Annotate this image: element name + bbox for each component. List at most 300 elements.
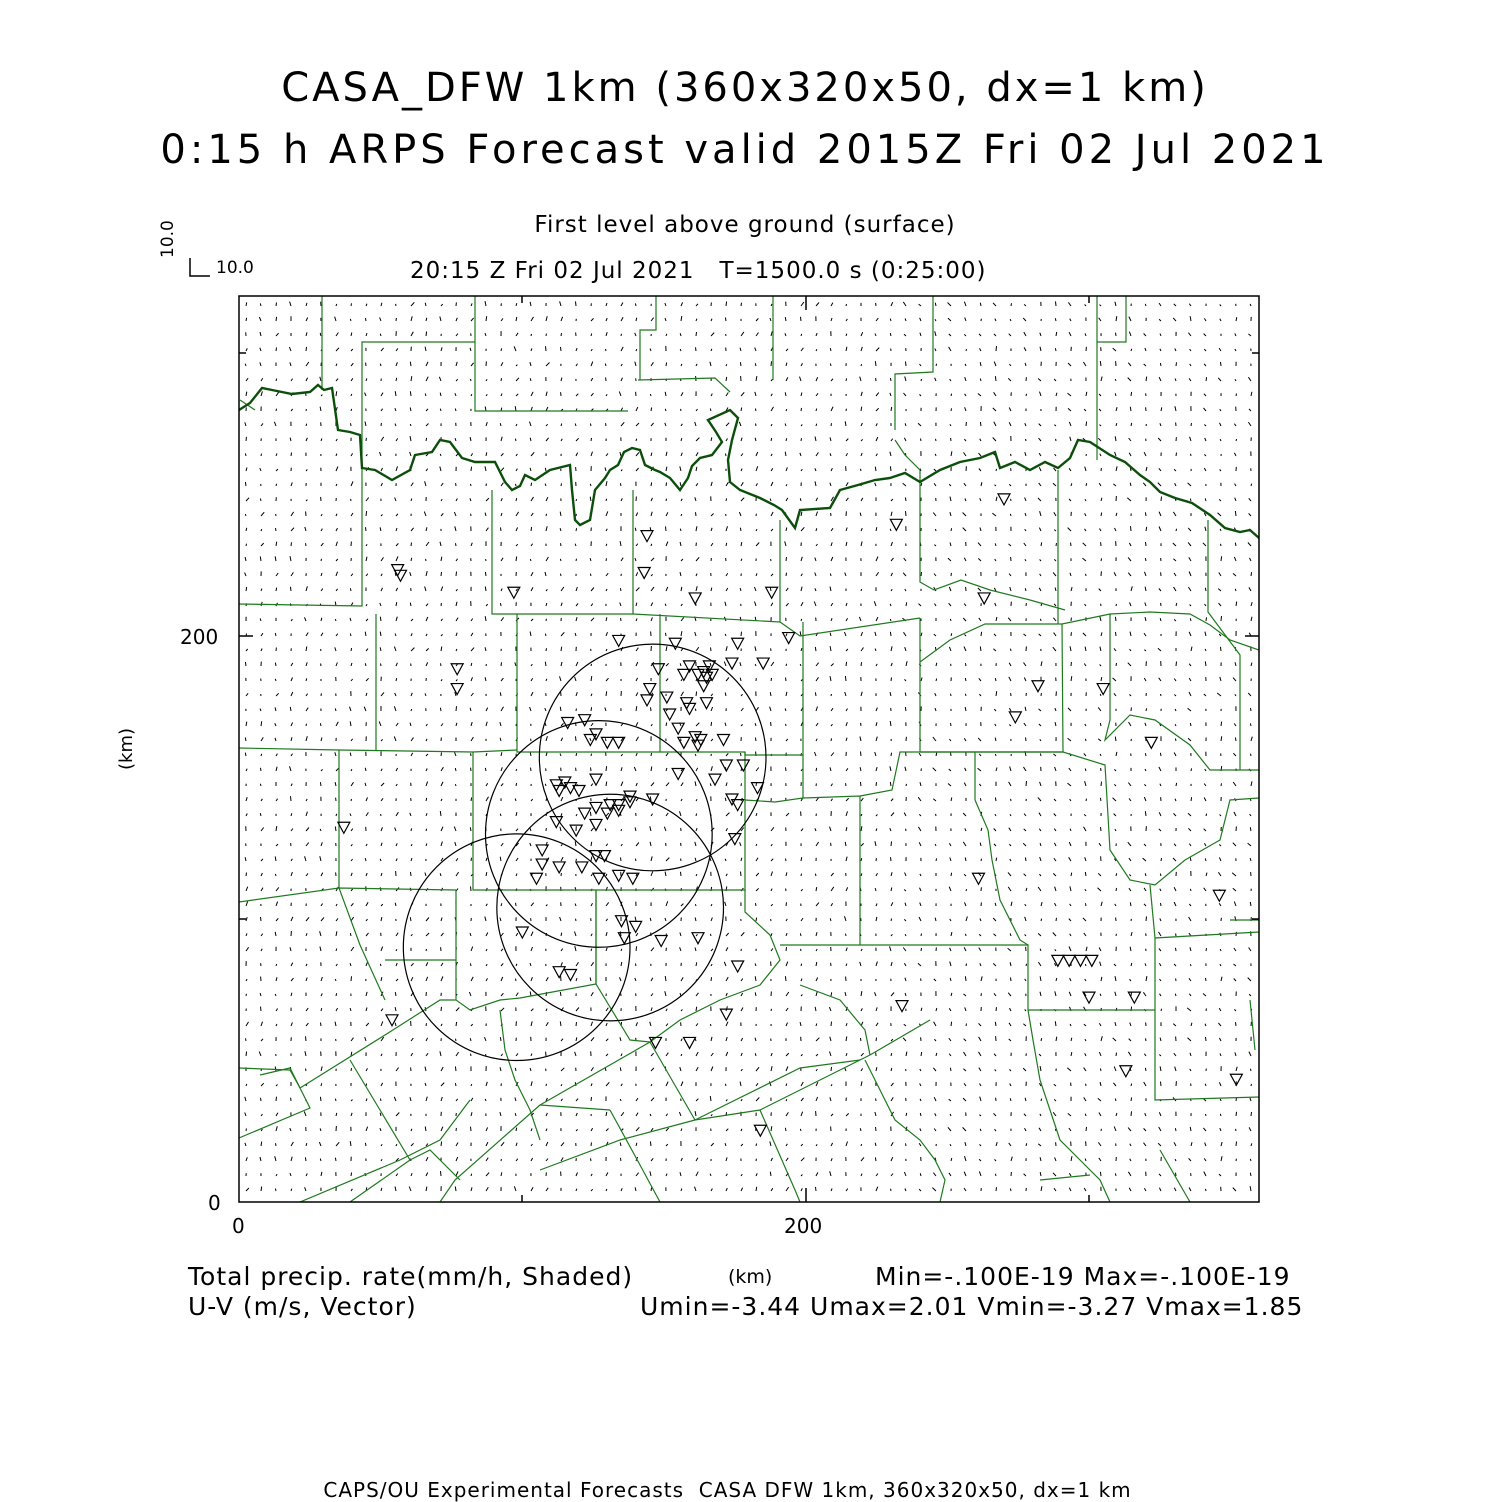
wind-vector (891, 841, 892, 846)
wind-vector (291, 409, 293, 411)
wind-vector (576, 736, 577, 741)
wind-vector (336, 467, 338, 471)
wind-vector (606, 1189, 607, 1191)
wind-vector (830, 453, 831, 456)
wind-vector (395, 903, 396, 906)
wind-vector (725, 723, 726, 726)
wind-vector (306, 917, 309, 921)
wind-vector (860, 767, 861, 771)
wind-vector (801, 979, 802, 981)
wind-vector (516, 454, 517, 456)
wind-vector (636, 1098, 638, 1101)
wind-vector (485, 768, 486, 771)
wind-vector (876, 1174, 878, 1177)
wind-vector (395, 1187, 396, 1192)
wind-vector (560, 754, 561, 757)
wind-vector (560, 528, 561, 531)
wind-vector (1128, 663, 1131, 666)
wind-vector (485, 677, 486, 681)
wind-vector (950, 424, 951, 426)
wind-vector (531, 452, 534, 456)
wind-vector (351, 663, 352, 666)
wind-vector (1174, 1053, 1176, 1056)
wind-vector (935, 918, 936, 921)
wind-vector (740, 842, 741, 846)
wind-vector (501, 437, 502, 441)
wind-vector (1250, 1186, 1251, 1191)
wind-vector (755, 1053, 756, 1056)
wind-vector (905, 978, 906, 981)
wind-vector (801, 469, 802, 471)
wind-vector (590, 812, 591, 816)
vector-legend-y: 10.0 (160, 220, 177, 258)
wind-vector (651, 767, 652, 772)
wind-vector (1174, 1188, 1176, 1191)
wind-vector (576, 587, 577, 591)
wind-vector (561, 333, 562, 336)
wind-vector (605, 468, 606, 472)
wind-vector (801, 302, 804, 306)
wind-vector (651, 783, 654, 787)
wind-vector (1175, 799, 1176, 801)
wind-vector (846, 738, 847, 741)
wind-vector (1144, 1082, 1146, 1086)
wind-vector (978, 588, 981, 591)
wind-vector (993, 649, 996, 651)
wind-vector (1218, 1023, 1221, 1026)
wind-vector (741, 469, 742, 471)
wind-vector (1173, 318, 1176, 321)
wind-vector (561, 317, 563, 321)
wind-vector (531, 903, 534, 906)
wind-vector (1024, 634, 1027, 636)
wind-vector (1235, 349, 1236, 351)
wind-vector (1161, 903, 1162, 906)
wind-vector (261, 768, 262, 771)
wind-vector (771, 948, 773, 951)
wind-vector (711, 722, 712, 726)
wind-vector (905, 707, 906, 711)
wind-vector (934, 483, 936, 486)
wind-vector (1145, 723, 1146, 726)
wind-vector (1191, 768, 1192, 771)
wind-vector (1235, 737, 1236, 741)
wind-vector (831, 784, 833, 786)
wind-vector (470, 933, 471, 936)
wind-vector (456, 1099, 458, 1101)
wind-vector (695, 904, 696, 906)
wind-vector (471, 318, 474, 321)
wind-vector (846, 482, 848, 486)
wind-vector (396, 1039, 397, 1041)
wind-vector (921, 948, 922, 951)
wind-vector (1115, 436, 1116, 441)
wind-vector (831, 407, 833, 411)
wind-vector (306, 362, 309, 366)
wind-vector (951, 723, 952, 726)
wind-vector (786, 409, 787, 411)
wind-vector (681, 364, 682, 366)
wind-vector (606, 948, 607, 951)
wind-vector (501, 1008, 504, 1011)
wind-vector (696, 828, 697, 831)
wind-vector (1190, 723, 1191, 726)
wind-vector (290, 1173, 291, 1176)
wind-vector (291, 678, 293, 682)
station-marker (590, 802, 602, 813)
wind-vector (918, 797, 921, 801)
wind-vector (681, 1054, 682, 1056)
wind-vector (800, 933, 801, 936)
wind-vector (861, 332, 863, 336)
wind-vector (1101, 827, 1102, 831)
wind-vector (1084, 753, 1086, 756)
wind-vector (918, 827, 921, 831)
wind-vector (995, 376, 996, 381)
wind-vector (1025, 1009, 1026, 1011)
wind-vector (1159, 319, 1161, 321)
wind-vector (260, 993, 261, 996)
wind-vector (876, 767, 877, 771)
wind-vector (935, 1113, 936, 1116)
wind-vector (771, 872, 773, 877)
wind-vector (696, 1052, 698, 1056)
wind-vector (321, 438, 322, 441)
wind-vector (454, 512, 456, 516)
wind-vector (979, 1159, 981, 1161)
wind-vector (1114, 964, 1116, 966)
wind-vector (246, 544, 247, 546)
wind-vector (291, 572, 293, 576)
wind-vector (978, 558, 981, 561)
wind-vector (305, 527, 306, 531)
wind-vector (1040, 1157, 1041, 1161)
wind-vector (815, 692, 816, 696)
wind-vector (771, 889, 772, 891)
wind-vector (1025, 1128, 1027, 1131)
wind-vector (441, 634, 443, 636)
wind-vector (651, 617, 652, 621)
wind-vector (934, 1097, 936, 1101)
wind-vector (606, 318, 607, 321)
wind-vector (830, 1052, 832, 1057)
wind-vector (726, 377, 727, 381)
wind-vector (651, 872, 653, 877)
wind-vector (801, 334, 802, 336)
wind-vector (621, 1112, 624, 1116)
wind-vector (276, 1024, 277, 1026)
wind-vector (336, 904, 337, 906)
wind-vector (351, 947, 354, 951)
wind-vector (425, 481, 426, 486)
wind-vector (636, 618, 637, 621)
wind-vector (1206, 1189, 1207, 1191)
wind-vector (321, 589, 323, 591)
wind-vector (1100, 454, 1101, 456)
wind-vector (591, 828, 594, 831)
wind-vector (350, 721, 351, 726)
wind-vector (1159, 767, 1161, 771)
wind-vector (696, 692, 697, 697)
wind-vector (861, 589, 862, 591)
wind-vector (366, 902, 368, 906)
wind-vector (1129, 722, 1132, 726)
wind-vector (576, 301, 577, 306)
wind-vector (411, 332, 413, 336)
wind-vector (755, 963, 756, 966)
wind-vector (260, 332, 261, 336)
wind-vector (351, 782, 354, 786)
wind-vector (516, 512, 519, 516)
wind-vector (876, 708, 877, 711)
wind-vector (1024, 767, 1027, 771)
wind-vector (846, 827, 847, 831)
wind-vector (1176, 603, 1177, 606)
wind-vector (245, 482, 246, 486)
wind-vector (1204, 1172, 1206, 1176)
wind-vector (934, 469, 936, 471)
wind-vector (501, 977, 503, 981)
wind-vector (1233, 782, 1236, 786)
wind-vector (486, 783, 488, 786)
wind-vector (666, 499, 667, 501)
wind-vector (786, 992, 789, 996)
wind-vector (1158, 483, 1161, 486)
wind-vector (1173, 512, 1176, 516)
wind-vector (800, 453, 801, 456)
wind-vector (381, 873, 382, 876)
wind-vector (366, 1084, 367, 1087)
wind-vector (306, 964, 307, 966)
wind-vector (291, 993, 292, 996)
wind-vector (1039, 453, 1041, 456)
wind-vector (411, 872, 412, 876)
wind-vector (696, 799, 697, 801)
wind-vector (1188, 813, 1191, 816)
wind-vector (471, 484, 472, 486)
wind-vector (711, 319, 712, 321)
wind-vector (696, 574, 697, 576)
wind-vector (876, 408, 879, 411)
wind-vector (786, 678, 787, 681)
wind-vector (1100, 723, 1101, 726)
wind-vector (381, 437, 384, 441)
wind-vector (786, 634, 787, 636)
wind-vector (741, 1099, 742, 1101)
wind-vector (726, 993, 727, 996)
wind-vector (1189, 664, 1191, 666)
wind-vector (1160, 1038, 1161, 1041)
wind-vector (1025, 363, 1026, 366)
wind-vector (681, 1129, 682, 1132)
wind-vector (426, 918, 429, 922)
wind-vector (1235, 484, 1237, 486)
wind-vector (561, 797, 563, 801)
wind-vector (576, 1099, 578, 1101)
wind-vector (440, 409, 441, 411)
wind-vector (891, 872, 892, 876)
wind-vector (531, 799, 533, 801)
wind-vector (246, 378, 248, 381)
wind-vector (591, 334, 592, 337)
wind-vector (830, 676, 831, 681)
wind-vector (1098, 1098, 1101, 1101)
wind-vector (724, 962, 726, 966)
wind-vector (336, 528, 338, 531)
wind-vector (831, 887, 834, 891)
wind-vector (365, 783, 366, 786)
wind-vector (1115, 379, 1116, 381)
wind-vector (963, 1127, 966, 1131)
wind-vector (891, 1039, 893, 1041)
wind-vector (380, 317, 381, 321)
wind-vector (500, 918, 501, 921)
wind-vector (711, 394, 712, 396)
wind-vector (1024, 723, 1026, 726)
wind-vector (801, 393, 802, 397)
wind-vector (366, 962, 367, 966)
wind-vector (591, 362, 593, 366)
wind-vector (846, 768, 848, 771)
wind-vector (1175, 1067, 1176, 1071)
wind-vector (1115, 737, 1116, 741)
wind-vector (261, 1187, 262, 1192)
wind-vector (1024, 874, 1026, 876)
wind-vector (890, 692, 891, 696)
wind-vector (335, 1022, 336, 1026)
wind-vector (1085, 769, 1086, 772)
vector-legend-glyph (190, 258, 210, 276)
wind-vector (606, 1129, 609, 1132)
wind-vector (1008, 618, 1011, 621)
station-marker (508, 587, 520, 598)
wind-vector (965, 694, 966, 696)
wind-vector (786, 349, 788, 351)
wind-vector (365, 393, 366, 396)
wind-vector (321, 842, 322, 846)
wind-vector (306, 424, 307, 426)
wind-vector (696, 364, 697, 366)
radar-range-rings (403, 644, 766, 1060)
wind-vector (831, 694, 832, 696)
wind-vector (1131, 586, 1132, 591)
wind-vector (1040, 843, 1041, 846)
wind-vector (306, 318, 308, 322)
shaded-field-label: Total precip. rate(mm/h, Shaded) (188, 1264, 633, 1289)
wind-vector (501, 783, 503, 786)
wind-vector (246, 722, 247, 726)
wind-vector (381, 1159, 382, 1161)
wind-vector (861, 662, 862, 666)
wind-vector (1205, 661, 1206, 666)
wind-vector (546, 1129, 547, 1131)
wind-vector (846, 528, 847, 532)
wind-vector (261, 754, 262, 756)
wind-vector (441, 1083, 444, 1086)
wind-vector (831, 1158, 832, 1161)
wind-vector (725, 634, 726, 636)
wind-vector (336, 454, 337, 457)
wind-vector (666, 482, 667, 486)
wind-vector (786, 557, 787, 561)
wind-vector (456, 633, 457, 636)
wind-vector (276, 844, 278, 846)
wind-vector (846, 1036, 847, 1041)
wind-vector (891, 439, 893, 441)
wind-vector (606, 529, 607, 531)
wind-vector (260, 468, 261, 471)
wind-vector (516, 769, 517, 771)
wind-vector (741, 454, 743, 457)
wind-vector (606, 1039, 608, 1041)
wind-vector (1114, 784, 1116, 786)
wind-vector (276, 469, 278, 471)
wind-vector (426, 949, 427, 951)
wind-vector (1054, 468, 1057, 471)
wind-vector (786, 1112, 788, 1116)
wind-vector (861, 469, 862, 471)
wind-vector (861, 407, 862, 411)
wind-vector (471, 1024, 473, 1026)
wind-vector (980, 843, 981, 846)
wind-vector (335, 752, 336, 756)
wind-vector (785, 452, 786, 456)
wind-vector (861, 453, 862, 456)
wind-vector (980, 348, 982, 351)
wind-vector (695, 422, 696, 426)
wind-vector (1056, 332, 1057, 336)
wind-vector (1054, 829, 1056, 831)
wind-vector (876, 782, 877, 786)
wind-vector (891, 919, 892, 922)
wind-vector (980, 528, 981, 532)
station-marker (1128, 992, 1140, 1003)
wind-vector (680, 349, 681, 351)
wind-vector (1100, 962, 1101, 966)
wind-vector (246, 979, 247, 981)
wind-vector (276, 409, 277, 411)
wind-vector (756, 783, 757, 786)
wind-vector (306, 303, 307, 306)
wind-vector (351, 1100, 353, 1102)
wind-vector (1024, 663, 1027, 666)
wind-vector (786, 919, 787, 921)
wind-vector (261, 543, 264, 546)
wind-vector (1175, 1159, 1176, 1161)
wind-vector (996, 768, 997, 772)
wind-vector (620, 483, 621, 486)
wind-vector (786, 1144, 787, 1146)
wind-vector (755, 723, 756, 726)
wind-vector (876, 664, 877, 666)
wind-vector (741, 438, 742, 441)
wind-vector (246, 587, 247, 591)
wind-vector (919, 917, 921, 921)
wind-vector (905, 693, 906, 697)
wind-vector (1115, 1173, 1116, 1176)
wind-vector (1100, 1069, 1101, 1072)
wind-vector (816, 409, 817, 412)
wind-vector (591, 1128, 593, 1131)
wind-vector (876, 557, 878, 561)
wind-vector (1235, 589, 1236, 591)
wind-vector (816, 949, 817, 951)
wind-vector (1070, 646, 1071, 651)
wind-vector (1145, 348, 1146, 351)
wind-vector (394, 736, 396, 741)
wind-vector (456, 649, 457, 651)
wind-vector (576, 919, 577, 921)
